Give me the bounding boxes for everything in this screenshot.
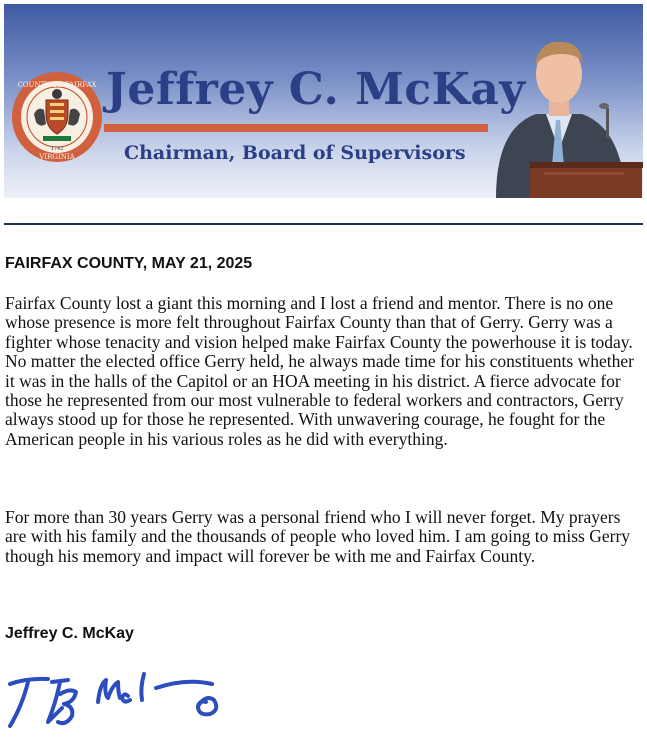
header-divider — [4, 223, 643, 225]
svg-text:1742: 1742 — [50, 146, 64, 152]
statement-paragraph-2: For more than 30 years Gerry was a personal friend who I will never forget. My prayers are with his family and the thousands of people who loved him. I am going to miss Gerry though his memory and impact will forever be with me and Fairfax County. — [5, 507, 631, 566]
header-accent-line — [104, 124, 488, 132]
dateline: FAIRFAX COUNTY, MAY 21, 2025 — [5, 255, 253, 272]
chairman-portrait — [474, 22, 643, 198]
svg-text:VIRGINIA: VIRGINIA — [39, 153, 75, 161]
closing-name: Jeffrey C. McKay — [5, 625, 134, 642]
svg-text:COUNTY OF FAIRFAX: COUNTY OF FAIRFAX — [17, 81, 97, 89]
fairfax-county-seal-icon — [10, 70, 104, 164]
signature-icon — [4, 668, 244, 734]
statement-paragraph-1: Fairfax County lost a giant this morning and I lost a friend and mentor. There is no one whose presence is more felt throughout Fairfax County than that of Gerry. Gerry was a fighter whose tenacity and vision helped make Fairfax County the powerhouse it is today. No matter the elected office Gerry held, he always made time for his constituents whether it was in the halls of the Capitol or an HOA meeting in his district. A fierce advocate for those he represented from our most vulnerable to federal workers and contractors, Gerry always stood up for those he represented. With unwavering courage, he fought for the American people in his various roles as he did with everything. — [5, 293, 634, 449]
header-banner — [4, 4, 643, 198]
header-name: Jeffrey C. McKay — [106, 64, 526, 115]
header-subtitle: Chairman, Board of Supervisors — [124, 142, 466, 164]
